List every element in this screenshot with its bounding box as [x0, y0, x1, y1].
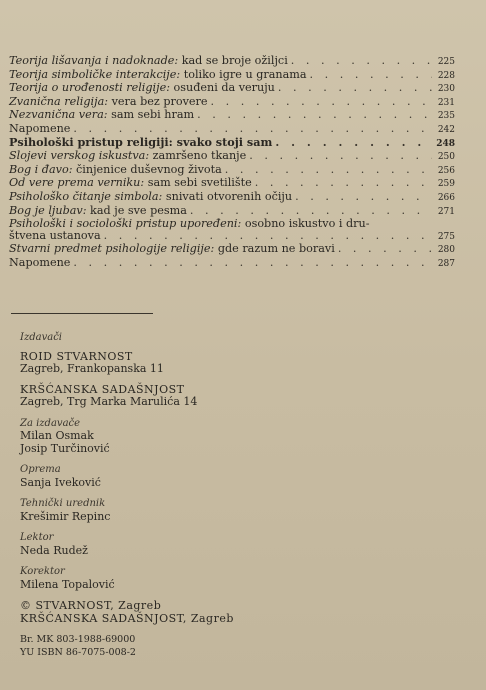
- toc-entry-italic-part: Bog i đavo:: [9, 162, 73, 176]
- toc-entry: [9, 177, 455, 191]
- toc-entry-text: Napomene: [9, 121, 71, 135]
- publishers-block: [20, 332, 440, 409]
- toc-entry-text: osobno iskustvo i dru-: [241, 217, 370, 231]
- publishers-label: Izdavači: [20, 332, 62, 343]
- toc-dot-leader: [190, 205, 432, 217]
- toc-entry-italic-part: Stvarni predmet psihologije religije:: [9, 242, 215, 256]
- toc-dot-leader: [225, 164, 432, 176]
- toc-dot-leader: [211, 96, 433, 108]
- toc-page-number: 248: [436, 138, 455, 149]
- toc-entry-italic-part: Od vere prema verniku:: [9, 176, 145, 190]
- toc-entry-text: štvena ustanova: [9, 228, 101, 242]
- toc-entry-text: Napomene: [9, 255, 71, 269]
- toc-entry-text: osuđeni da veruju: [169, 81, 275, 95]
- toc-entry-text: Psihološki pristup religiji: svako stoji sam: [9, 134, 273, 149]
- toc-entry-text: snivati otvorenih očiju: [162, 189, 293, 203]
- for-publisher-block: [20, 418, 440, 456]
- toc-entry-italic-part: Zvanična religija:: [9, 94, 109, 108]
- toc-entry: [9, 243, 455, 257]
- br-mk-number: Br. MK 803-1988-69000: [20, 634, 136, 645]
- lector-label: Lektor: [20, 532, 54, 543]
- toc-dot-leader: [275, 137, 432, 149]
- proofreader-name: Milena Topalović: [20, 577, 115, 591]
- publisher-1-address: Zagreb, Frankopanska 11: [20, 362, 164, 375]
- toc-entry-title: [9, 55, 288, 67]
- toc-entry-title: [9, 123, 70, 135]
- toc-entry: [9, 230, 455, 244]
- toc-entry-italic-part: Bog je ljubav:: [9, 203, 87, 217]
- toc-entry: [9, 55, 455, 69]
- for-publisher-2: Josip Turčinović: [20, 441, 110, 455]
- proofreader-block: [20, 566, 440, 591]
- lector-name: Neda Rudež: [20, 543, 88, 557]
- toc-entry-text: kad se broje ožiljci: [178, 54, 288, 67]
- toc-entry-title: [9, 150, 246, 162]
- for-publisher-1: Milan Osmak: [20, 429, 94, 442]
- toc-dot-leader: [73, 257, 432, 269]
- toc-page-number: 256: [437, 165, 455, 176]
- toc-entry: [9, 96, 455, 110]
- design-label: Oprema: [20, 464, 61, 475]
- registration-block: [20, 634, 440, 659]
- toc-page-number: 250: [437, 152, 455, 163]
- toc-entry-text: činjenice duševnog života: [72, 162, 222, 176]
- toc-entry: [9, 109, 455, 123]
- toc-page-number: 287: [437, 258, 455, 269]
- toc-entry-title: [9, 230, 101, 242]
- toc-entry-italic-part: Slojevi verskog iskustva:: [9, 149, 150, 163]
- toc-entry-italic-part: Psihološki i sociološki pristup upoređeni:: [9, 217, 242, 231]
- toc-entry-italic-part: Nezvanična vera:: [9, 108, 108, 122]
- toc-dot-leader: [249, 150, 432, 162]
- publisher-2-address: Zagreb, Trg Marka Marulića 14: [20, 395, 198, 408]
- toc-entry-text: sam sebi svetilište: [144, 176, 252, 190]
- design-block: [20, 464, 440, 489]
- toc-page-number: 235: [437, 111, 455, 122]
- lector-block: [20, 532, 440, 557]
- isbn-number: YU ISBN 86-7075-008-2: [20, 646, 136, 658]
- toc-entry: [9, 82, 455, 96]
- table-of-contents: [9, 55, 455, 271]
- toc-entry-title: [9, 205, 187, 217]
- toc-dot-leader: [73, 123, 432, 135]
- toc-entry: [9, 191, 455, 205]
- toc-entry-title: [9, 134, 273, 149]
- toc-dot-leader: [291, 55, 432, 67]
- toc-entry-title: [9, 69, 307, 81]
- toc-dot-leader: [197, 109, 432, 121]
- toc-entry-title: [9, 191, 292, 203]
- publisher-1-name: ROID STVARNOST: [20, 349, 133, 363]
- toc-page-number: 225: [437, 57, 455, 67]
- toc-entry: [9, 134, 455, 151]
- toc-entry: [9, 164, 455, 178]
- toc-page-number: 228: [437, 70, 455, 81]
- toc-entry: [9, 69, 455, 83]
- toc-dot-leader: [104, 230, 432, 242]
- toc-entry-text: zamršeno tkanje: [149, 149, 247, 163]
- tech-editor-block: [20, 498, 440, 523]
- tech-editor-label: Tehnički urednik: [20, 498, 106, 509]
- toc-page-number: 259: [437, 179, 455, 190]
- toc-entry-italic-part: Teorija lišavanja i nadoknade:: [9, 54, 179, 67]
- toc-entry: [9, 205, 455, 219]
- copyright-line-1: © STVARNOST, Zagreb: [20, 599, 162, 612]
- proofreader-label: Korektor: [20, 566, 65, 577]
- toc-entry-title: [9, 96, 208, 108]
- toc-entry-text: kad je sve pesma: [86, 203, 187, 217]
- toc-dot-leader: [295, 191, 432, 203]
- toc-dot-leader: [255, 177, 432, 189]
- toc-dot-leader: [338, 243, 432, 255]
- tech-editor-name: Krešimir Repinc: [20, 509, 111, 523]
- toc-entry-title: [9, 109, 194, 121]
- toc-page-number: 230: [437, 84, 455, 95]
- toc-page-number: 275: [437, 231, 455, 242]
- toc-entry: [9, 257, 455, 271]
- toc-entry-title: [9, 164, 222, 176]
- toc-entry-italic-part: Psihološko čitanje simbola:: [9, 189, 163, 203]
- toc-entry-title: [9, 177, 252, 189]
- toc-dot-leader: [310, 69, 432, 81]
- copyright-line-2: KRŠĆANSKA SADAŠNJOST, Zagreb: [20, 611, 234, 625]
- colophon: [20, 332, 440, 668]
- design-name: Sanja Iveković: [20, 475, 101, 489]
- toc-entry-text: vera bez provere: [108, 94, 208, 108]
- toc-entry-title: [9, 243, 335, 255]
- toc-page-number: 266: [437, 192, 455, 203]
- toc-entry-text: gde razum ne boravi: [214, 242, 335, 256]
- toc-entry-text: sam sebi hram: [107, 108, 195, 122]
- toc-page-number: 242: [437, 124, 455, 135]
- toc-entry-title: [9, 257, 70, 269]
- section-divider: [11, 313, 153, 314]
- toc-page-number: 271: [437, 206, 455, 217]
- for-publisher-label: Za izdavače: [20, 417, 81, 429]
- toc-dot-leader: [278, 82, 432, 94]
- toc-entry-italic-part: Teorija o urođenosti religije:: [9, 81, 170, 95]
- toc-entry-text: toliko igre u granama: [180, 67, 307, 81]
- publisher-2-name: KRŠĆANSKA SADAŠNJOST: [20, 382, 185, 396]
- toc-entry-italic-part: Teorija simboličke interakcije:: [9, 67, 181, 81]
- toc-entry: [9, 150, 455, 164]
- toc-page-number: 231: [437, 97, 455, 108]
- copyright-block: [20, 600, 440, 625]
- toc-entry-title: [9, 82, 275, 94]
- toc-page-number: 280: [437, 245, 455, 256]
